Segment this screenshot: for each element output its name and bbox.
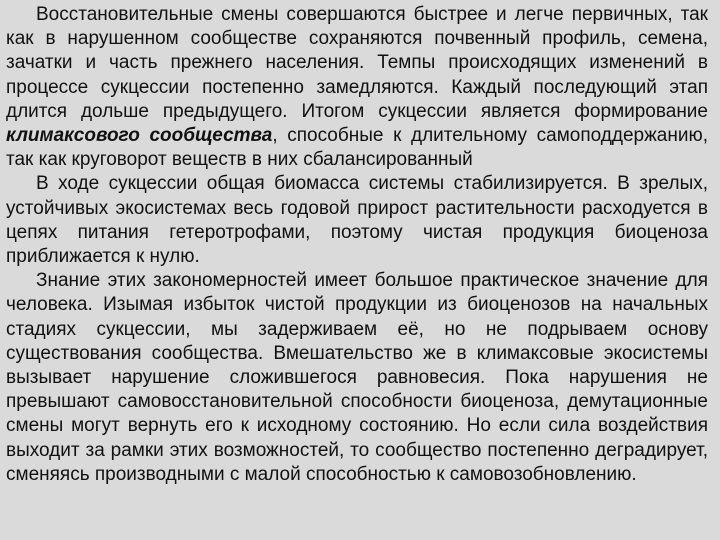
paragraph-1-text-end: , способные к длительному самоподдержанию, так как круговорот веществ в них сбалансированный	[6, 125, 708, 171]
text-body	[6, 3, 708, 487]
emphasis-term: климаксового сообщества	[6, 125, 273, 147]
paragraph-3: Знание этих закономерностей имеет большое практическое значение для человека. Изымая избыток чистой продукции из биоценозов на начальных стадиях сукцессии, мы задерживаем её, но не подрываем основу существования сообщества. Вмешательство же в климаксовые экосистемы вызывает нарушение сложившегося равновесия. Пока нарушения не превышают самовосстановительной способности биоценоза, демутационные смены могут вернуть его к исходному состоянию. Но если сила воздействия выходит за рамки этих возможностей, то сообщество постепенно деградирует, сменяясь производными с малой способностью к самовозобновлению.	[6, 270, 708, 485]
paragraph-1-text-start: Восстановительные смены совершаются быстрее и легче первичных, так как в нарушенном сообществе сохраняются почвенный профиль, семена, зачатки и часть прежнего населения. Темпы происходящих изменений в процессе сукцессии постепенно замедляются. Каждый последующий этап длится дольше предыдущего. Итогом сукцессии является формирование	[6, 4, 708, 122]
paragraph-2: В ходе сукцессии общая биомасса системы стабилизируется. В зрелых, устойчивых экосистемах весь годовой прирост растительности расходуется в цепях питания гетеротрофами, поэтому чистая продукция биоценоза приближается к нулю.	[6, 173, 708, 268]
paragraph-1	[6, 3, 708, 172]
